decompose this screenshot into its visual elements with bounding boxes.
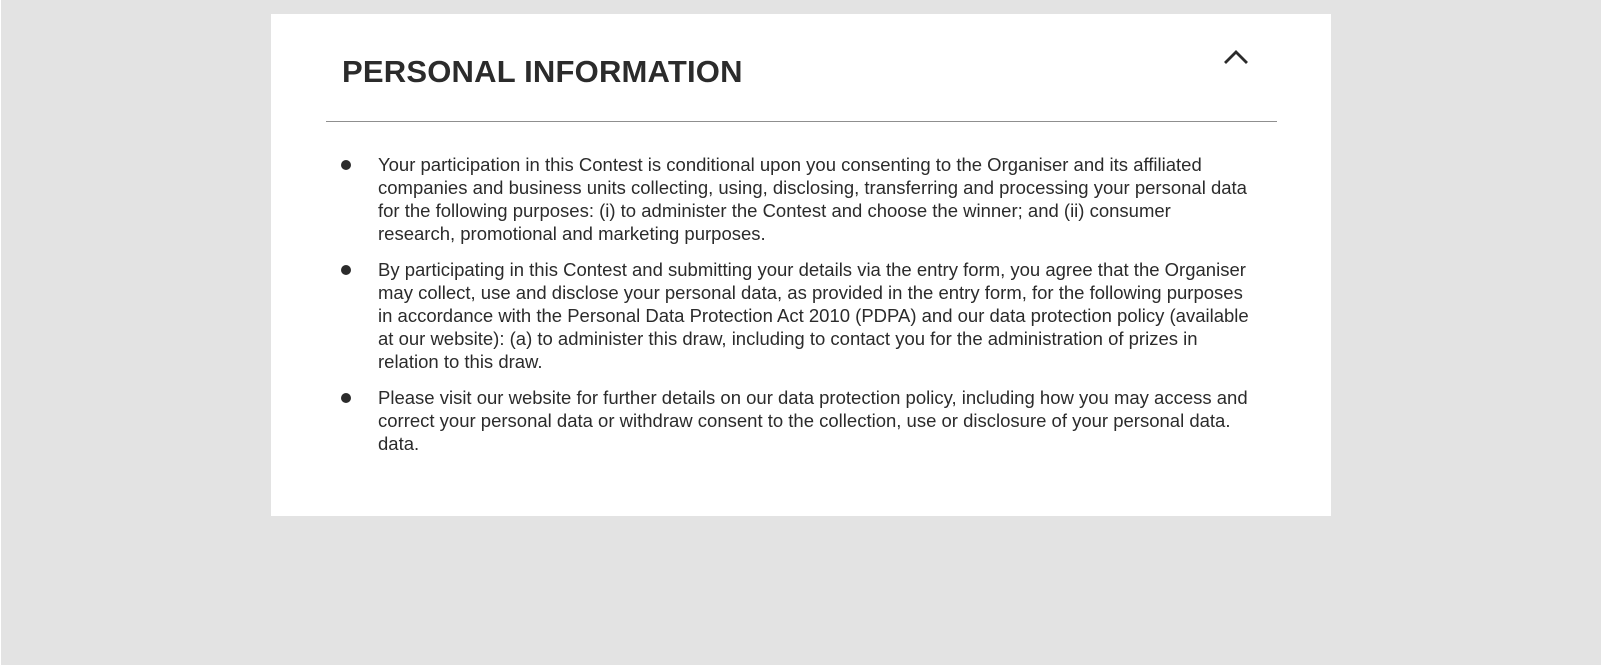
page-edge — [0, 0, 1, 665]
personal-information-panel — [271, 14, 1331, 516]
bullet-icon — [341, 265, 351, 275]
chevron-up-icon-graphic — [1223, 46, 1249, 66]
section-title: PERSONAL INFORMATION — [342, 54, 743, 89]
personal-data-terms-list — [341, 153, 1249, 468]
list-item — [341, 153, 1249, 245]
accordion-header[interactable] — [326, 14, 1277, 122]
list-item — [341, 386, 1249, 455]
list-item-text: Please visit our website for further details on our data protection policy, including how you may access and correct your personal data or withdraw consent to the collection, use or disclosure of your personal data. data. — [378, 387, 1248, 454]
list-item-text: Your participation in this Contest is conditional upon you consenting to the Organiser and its affiliated companies and business units collecting, using, disclosing, transferring and processing your personal data for the following purposes: (i) to administer the Contest and choose the winner; and (ii) consumer research, promotional and marketing purposes. — [378, 154, 1247, 244]
chevron-up-icon[interactable] — [1223, 46, 1249, 66]
list-item — [341, 258, 1249, 373]
bullet-icon — [341, 160, 351, 170]
list-item-text: By participating in this Contest and submitting your details via the entry form, you agree that the Organiser may collect, use and disclose your personal data, as provided in the entry form, for the following purposes in accordance with the Personal Data Protection Act 2010 (PDPA) and our data protection policy (available at our website): (a) to administer this draw, including to contact you for the administration of prizes in relation to this draw. — [378, 259, 1249, 372]
bullet-icon — [341, 393, 351, 403]
